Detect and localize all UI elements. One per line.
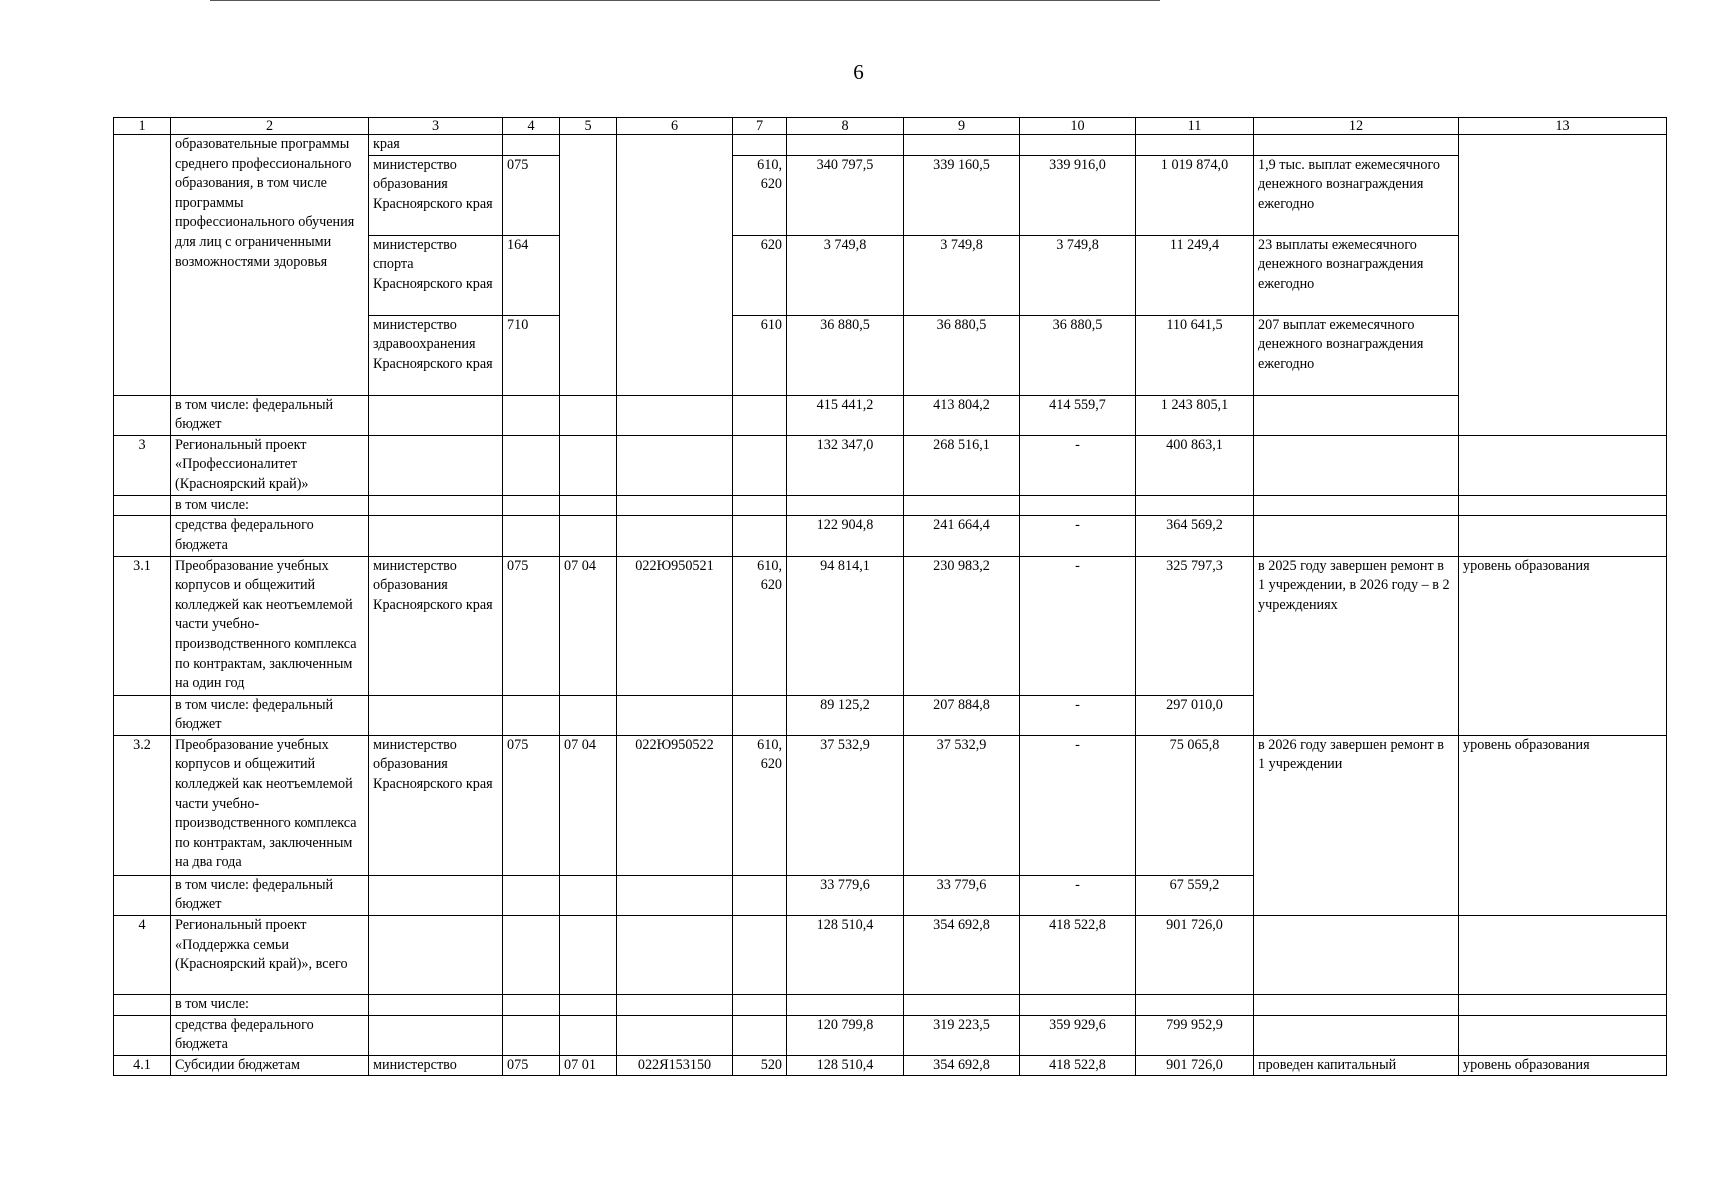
value-cell: -	[1020, 435, 1136, 495]
value-cell: -	[1020, 516, 1136, 556]
header-cell: 12	[1254, 118, 1459, 135]
value-cell: 1 019 874,0	[1136, 155, 1254, 235]
fed-label: средства федерального бюджета	[171, 516, 369, 556]
header-cell: 7	[733, 118, 787, 135]
value-cell: 339 916,0	[1020, 155, 1136, 235]
value-cell: 414 559,7	[1020, 395, 1136, 435]
indicator-cell: уровень образования	[1459, 735, 1667, 915]
org-cell: министерство здравоохранения Красноярского края	[369, 315, 503, 395]
org-cell: министерство образования Красноярского края	[369, 556, 503, 695]
value-cell: 799 952,9	[1136, 1015, 1254, 1055]
rz-cell: 07 04	[560, 556, 617, 695]
vr-cell: 610, 620	[733, 556, 787, 695]
row-number: 3	[114, 435, 171, 495]
value-cell: 297 010,0	[1136, 695, 1254, 735]
event-name: Субсидии бюджетам	[171, 1055, 369, 1076]
result-cell: в 2025 году завершен ремонт в 1 учреждении, в 2026 году – в 2 учреждениях	[1254, 556, 1459, 735]
value-cell: 241 664,4	[904, 516, 1020, 556]
value-cell: 207 884,8	[904, 695, 1020, 735]
grbs-cell: 075	[503, 735, 560, 875]
org-cell: министерство спорта Красноярского края	[369, 235, 503, 315]
value-cell: 418 522,8	[1020, 915, 1136, 994]
event-name: Преобразование учебных корпусов и общежитий колледжей как неотъемлемой части учебно-производственного комплекса по контрактам, заключенным на два года	[171, 735, 369, 875]
vr-cell: 610	[733, 315, 787, 395]
value-cell: 3 749,8	[787, 235, 904, 315]
value-cell: 33 779,6	[787, 875, 904, 915]
page-number: 6	[853, 60, 864, 84]
budget-table	[113, 117, 1667, 1076]
grbs-cell: 075	[503, 1055, 560, 1076]
header-cell: 2	[171, 118, 369, 135]
value-cell: 36 880,5	[904, 315, 1020, 395]
result-cell: 207 выплат ежемесячного денежного вознаграждения ежегодно	[1254, 315, 1459, 395]
value-cell: 67 559,2	[1136, 875, 1254, 915]
value-cell: 901 726,0	[1136, 1055, 1254, 1076]
rz-cell: 07 04	[560, 735, 617, 875]
value-cell: 33 779,6	[904, 875, 1020, 915]
org-cell: края	[369, 135, 503, 156]
value-cell: 3 749,8	[904, 235, 1020, 315]
fed-label: средства федерального бюджета	[171, 1015, 369, 1055]
value-cell: 94 814,1	[787, 556, 904, 695]
value-cell: 75 065,8	[1136, 735, 1254, 875]
vr-cell: 520	[733, 1055, 787, 1076]
header-cell: 11	[1136, 118, 1254, 135]
value-cell: 11 249,4	[1136, 235, 1254, 315]
event-name: Региональный проект «Профессионалитет (Красноярский край)»	[171, 435, 369, 495]
table-row	[114, 735, 1667, 875]
table-row	[114, 556, 1667, 695]
rz-cell: 07 01	[560, 1055, 617, 1076]
table-row	[114, 1055, 1667, 1076]
value-cell: 37 532,9	[904, 735, 1020, 875]
table-row	[114, 994, 1667, 1015]
table-row	[114, 1015, 1667, 1055]
event-name: Региональный проект «Поддержка семьи (Красноярский край)», всего	[171, 915, 369, 994]
vr-cell: 620	[733, 235, 787, 315]
result-cell: 1,9 тыс. выплат ежемесячного денежного вознаграждения ежегодно	[1254, 155, 1459, 235]
value-cell: -	[1020, 875, 1136, 915]
value-cell: 37 532,9	[787, 735, 904, 875]
vr-cell: 610, 620	[733, 735, 787, 875]
value-cell: 128 510,4	[787, 1055, 904, 1076]
header-cell: 3	[369, 118, 503, 135]
value-cell: 89 125,2	[787, 695, 904, 735]
csr-cell: 022Ю950522	[617, 735, 733, 875]
value-cell: -	[1020, 735, 1136, 875]
header-cell: 13	[1459, 118, 1667, 135]
result-cell: 23 выплаты ежемесячного денежного вознаграждения ежегодно	[1254, 235, 1459, 315]
table-row	[114, 135, 1667, 156]
indicator-cell: уровень образования	[1459, 556, 1667, 735]
value-cell: 413 804,2	[904, 395, 1020, 435]
header-cell: 5	[560, 118, 617, 135]
indicator-cell: уровень образования	[1459, 1055, 1667, 1076]
value-cell: 319 223,5	[904, 1015, 1020, 1055]
value-cell: 132 347,0	[787, 435, 904, 495]
row-number: 3.1	[114, 556, 171, 695]
grbs-cell: 075	[503, 155, 560, 235]
fed-label: в том числе: федеральный бюджет	[171, 875, 369, 915]
result-cell: проведен капитальный	[1254, 1055, 1459, 1076]
value-cell: 3 749,8	[1020, 235, 1136, 315]
org-cell: министерство образования Красноярского края	[369, 155, 503, 235]
row-number: 3.2	[114, 735, 171, 875]
header-cell: 9	[904, 118, 1020, 135]
value-cell: 230 983,2	[904, 556, 1020, 695]
value-cell: 325 797,3	[1136, 556, 1254, 695]
header-cell: 1	[114, 118, 171, 135]
value-cell: 364 569,2	[1136, 516, 1254, 556]
fed-label: в том числе: федеральный бюджет	[171, 395, 369, 435]
result-cell: в 2026 году завершен ремонт в 1 учреждении	[1254, 735, 1459, 915]
value-cell: -	[1020, 695, 1136, 735]
org-cell: министерство образования Красноярского края	[369, 735, 503, 875]
value-cell: 128 510,4	[787, 915, 904, 994]
csr-cell: 022Ю950521	[617, 556, 733, 695]
table-row	[114, 495, 1667, 516]
value-cell: 339 160,5	[904, 155, 1020, 235]
top-rule	[210, 0, 1160, 1]
value-cell: 120 799,8	[787, 1015, 904, 1055]
table-row	[114, 435, 1667, 495]
value-cell: 901 726,0	[1136, 915, 1254, 994]
event-name: Преобразование учебных корпусов и общежитий колледжей как неотъемлемой части учебно-производственного комплекса по контрактам, заключенным на один год	[171, 556, 369, 695]
value-cell: 400 863,1	[1136, 435, 1254, 495]
value-cell: 110 641,5	[1136, 315, 1254, 395]
csr-cell: 022Я153150	[617, 1055, 733, 1076]
value-cell: 1 243 805,1	[1136, 395, 1254, 435]
value-cell: 36 880,5	[787, 315, 904, 395]
header-cell: 4	[503, 118, 560, 135]
table-row	[114, 915, 1667, 994]
vr-cell: 610, 620	[733, 155, 787, 235]
value-cell: 415 441,2	[787, 395, 904, 435]
value-cell: 354 692,8	[904, 915, 1020, 994]
value-cell: 418 522,8	[1020, 1055, 1136, 1076]
row-number: 4	[114, 915, 171, 994]
value-cell: 268 516,1	[904, 435, 1020, 495]
value-cell: 122 904,8	[787, 516, 904, 556]
grbs-cell: 164	[503, 235, 560, 315]
value-cell: -	[1020, 556, 1136, 695]
header-cell: 6	[617, 118, 733, 135]
org-cell: министерство	[369, 1055, 503, 1076]
value-cell: 340 797,5	[787, 155, 904, 235]
event-name: образовательные программы среднего профессионального образования, в том числе программы профессионального обучения для лиц с ограниченными возможностями здоровья	[171, 135, 369, 396]
fed-label: в том числе: федеральный бюджет	[171, 695, 369, 735]
incl-label: в том числе:	[171, 994, 369, 1015]
table-row	[114, 395, 1667, 435]
grbs-cell: 710	[503, 315, 560, 395]
grbs-cell: 075	[503, 556, 560, 695]
table-row	[114, 516, 1667, 556]
header-cell: 8	[787, 118, 904, 135]
header-cell: 10	[1020, 118, 1136, 135]
header-row	[114, 118, 1667, 135]
value-cell: 354 692,8	[904, 1055, 1020, 1076]
incl-label: в том числе:	[171, 495, 369, 516]
value-cell: 359 929,6	[1020, 1015, 1136, 1055]
value-cell: 36 880,5	[1020, 315, 1136, 395]
row-number: 4.1	[114, 1055, 171, 1076]
